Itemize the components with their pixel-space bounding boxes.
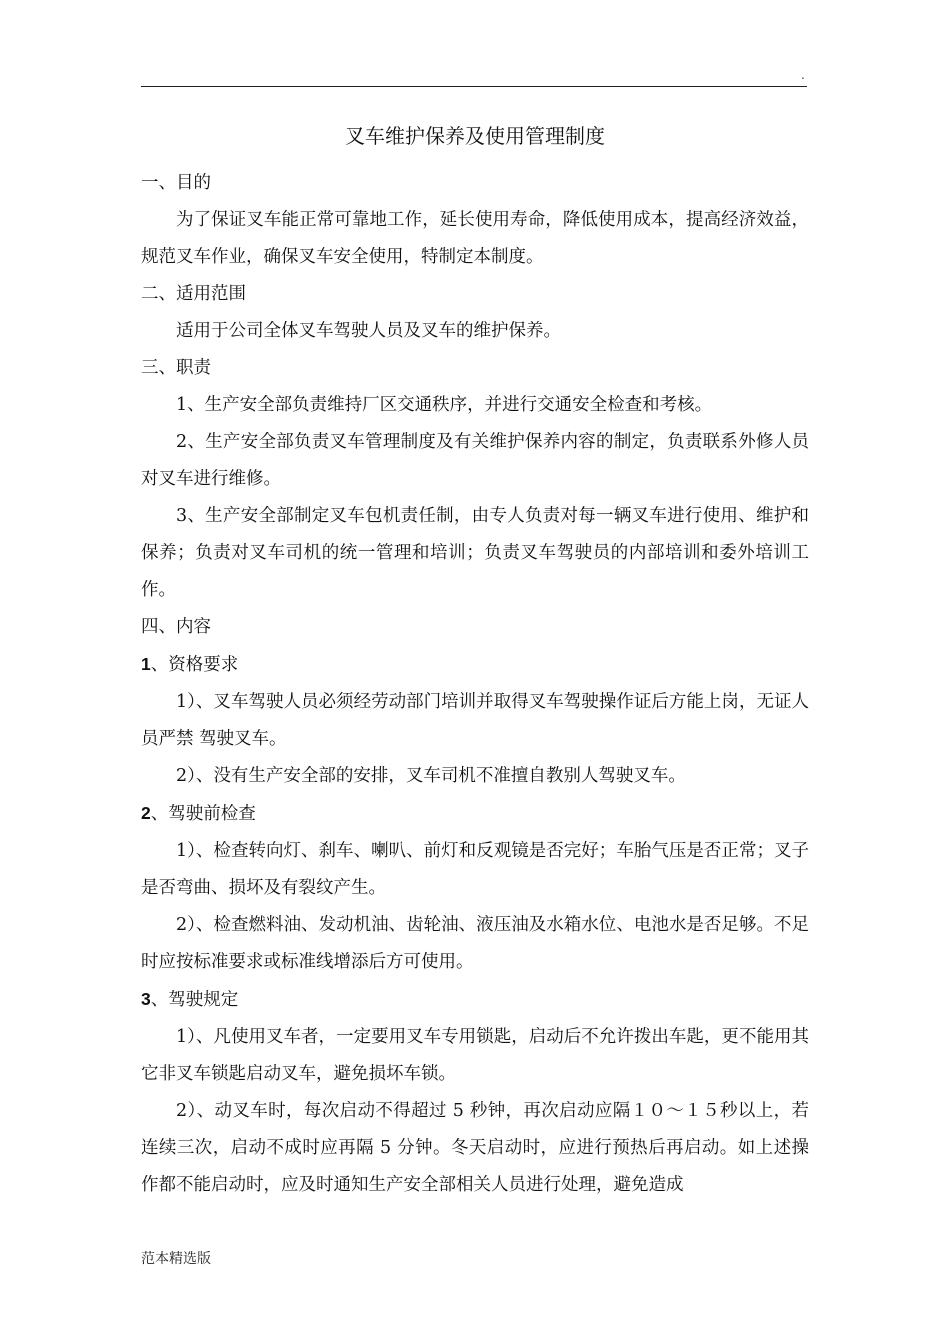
header-mark: .	[801, 68, 805, 82]
subsection-number: 1	[141, 654, 151, 674]
subsection-number: 2	[141, 803, 151, 823]
document-body	[141, 116, 809, 1204]
subsection-number: 3	[141, 989, 151, 1009]
section-heading-content: 四、内容	[141, 617, 211, 637]
header-rule	[141, 86, 807, 87]
paragraph-responsibility-1: 1、生产安全部负责维持厂区交通秩序，并进行交通安全检查和考核。	[176, 395, 713, 415]
subsection-title: 、驾驶规定	[150, 990, 239, 1010]
paragraph-driving-rules-1: 1）、凡使用叉车者，一定要用叉车专用锁匙，启动后不允许拨出车匙，更不能用其它非叉车锁匙启动叉车，避免损坏车锁。	[141, 1027, 809, 1084]
paragraph-precheck-1: 1）、检查转向灯、刹车、喇叭、前灯和反观镜是否完好；车胎气压是否正常；叉子是否弯曲、损坏及有裂纹产生。	[141, 841, 809, 898]
section-heading-scope: 二、适用范围	[141, 284, 246, 304]
paragraph-scope: 适用于公司全体叉车驾驶人员及叉车的维护保养。	[176, 321, 561, 341]
paragraph-purpose: 为了保证叉车能正常可靠地工作，延长使用寿命，降低使用成本，提高经济效益，规范叉车作业，确保叉车安全使用，特制定本制度。	[141, 210, 809, 267]
subsection-heading-precheck	[141, 795, 809, 833]
subsection-heading-qualification	[141, 646, 809, 684]
section-heading-purpose: 一、目的	[141, 173, 211, 193]
subsection-title: 、驾驶前检查	[150, 804, 256, 824]
paragraph-precheck-2: 2）、检查燃料油、发动机油、齿轮油、液压油及水箱水位、电池水是否足够。不足时应按标准要求或标准线增添后方可使用。	[141, 915, 809, 972]
page-footer: 范本精选版	[141, 1251, 211, 1267]
paragraph-qualification-2: 2）、没有生产安全部的安排，叉车司机不准擅自教别人驾驶叉车。	[176, 766, 686, 786]
section-heading-responsibilities: 三、职责	[141, 358, 211, 378]
document-title: 叉车维护保养及使用管理制度	[345, 124, 605, 148]
paragraph-qualification-1: 1）、叉车驾驶人员必须经劳动部门培训并取得叉车驾驶操作证后方能上岗，无证人员严禁 驾驶叉车。	[141, 692, 809, 749]
paragraph-responsibility-2: 2、生产安全部负责叉车管理制度及有关维护保养内容的制定，负责联系外修人员对叉车进行维修。	[141, 432, 809, 489]
subsection-title: 、资格要求	[150, 655, 239, 675]
paragraph-driving-rules-2: 2）、动叉车时，每次启动不得超过 5 秒钟，再次启动应隔１０～１５秒以上，若连续三次，启动不成时应再隔 5 分钟。冬天启动时，应进行预热后再启动。如上述操作都不能启动时，应及时通知生产安全部相关人员进行处理，避免造成	[141, 1101, 809, 1195]
paragraph-responsibility-3: 3、生产安全部制定叉车包机责任制，由专人负责对每一辆叉车进行使用、维护和保养；负责对叉车司机的统一管理和培训；负责叉车驾驶员的内部培训和委外培训工作。	[141, 506, 809, 600]
subsection-heading-driving-rules	[141, 981, 809, 1019]
